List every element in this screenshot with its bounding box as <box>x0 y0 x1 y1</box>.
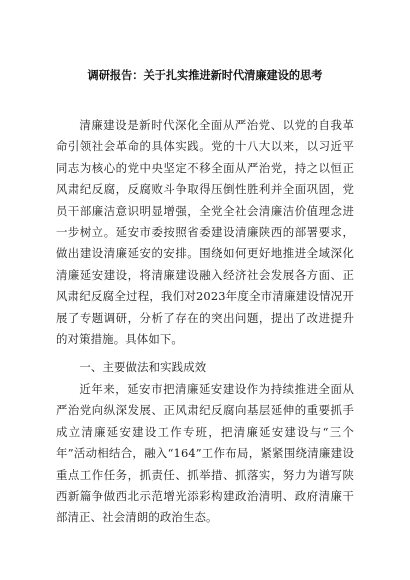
section-heading: 一、主要做法和实践成效 <box>79 360 207 374</box>
body-paragraph: 近年来，延安市把清廉延安建设作为持续推进全面从严治党向纵深发展、正风肃纪反腐向基层延伸的重要抓手成立清廉延安建设工作专班，把清廉延安建设与“三个年”活动相结合，融入“164”工作布局，紧紧围绕清廉建设重点工作任务，抓责任、抓举措、抓落实，努力为谱写陕西新篇争做西北示范增光添彩构建政治清明、政府清廉干部清正、社会清朗的政治生态。 <box>56 382 354 525</box>
body-paragraph: 清廉建设是新时代深化全面从严治党、以党的自我革命引领社会革命的具体实践。党的十八大以来，以习近平同志为核心的党中央坚定不移全面从严治党，持之以恒正风肃纪反腐，反腐败斗争取得压倒性胜利并全面巩固，党员干部廉洁意识明显增强，全党全社会清廉洁价值理念进一步树立。延安市委按照省委建设清廉陕西的部署要求，做出建设清廉延安的安排。围绕如何更好地推进全域深化清廉延安建设，将清廉建设融入经济社会发展各方面、正风肃纪反腐全过程，我们对2023年度全市清廉建设情况开展了专题调研，分析了存在的突出问题，提出了改进提升的对策措施。具体如下。 <box>56 118 354 347</box>
document-title: 调研报告：关于扎实推进新时代清廉建设的思考 <box>87 69 323 82</box>
